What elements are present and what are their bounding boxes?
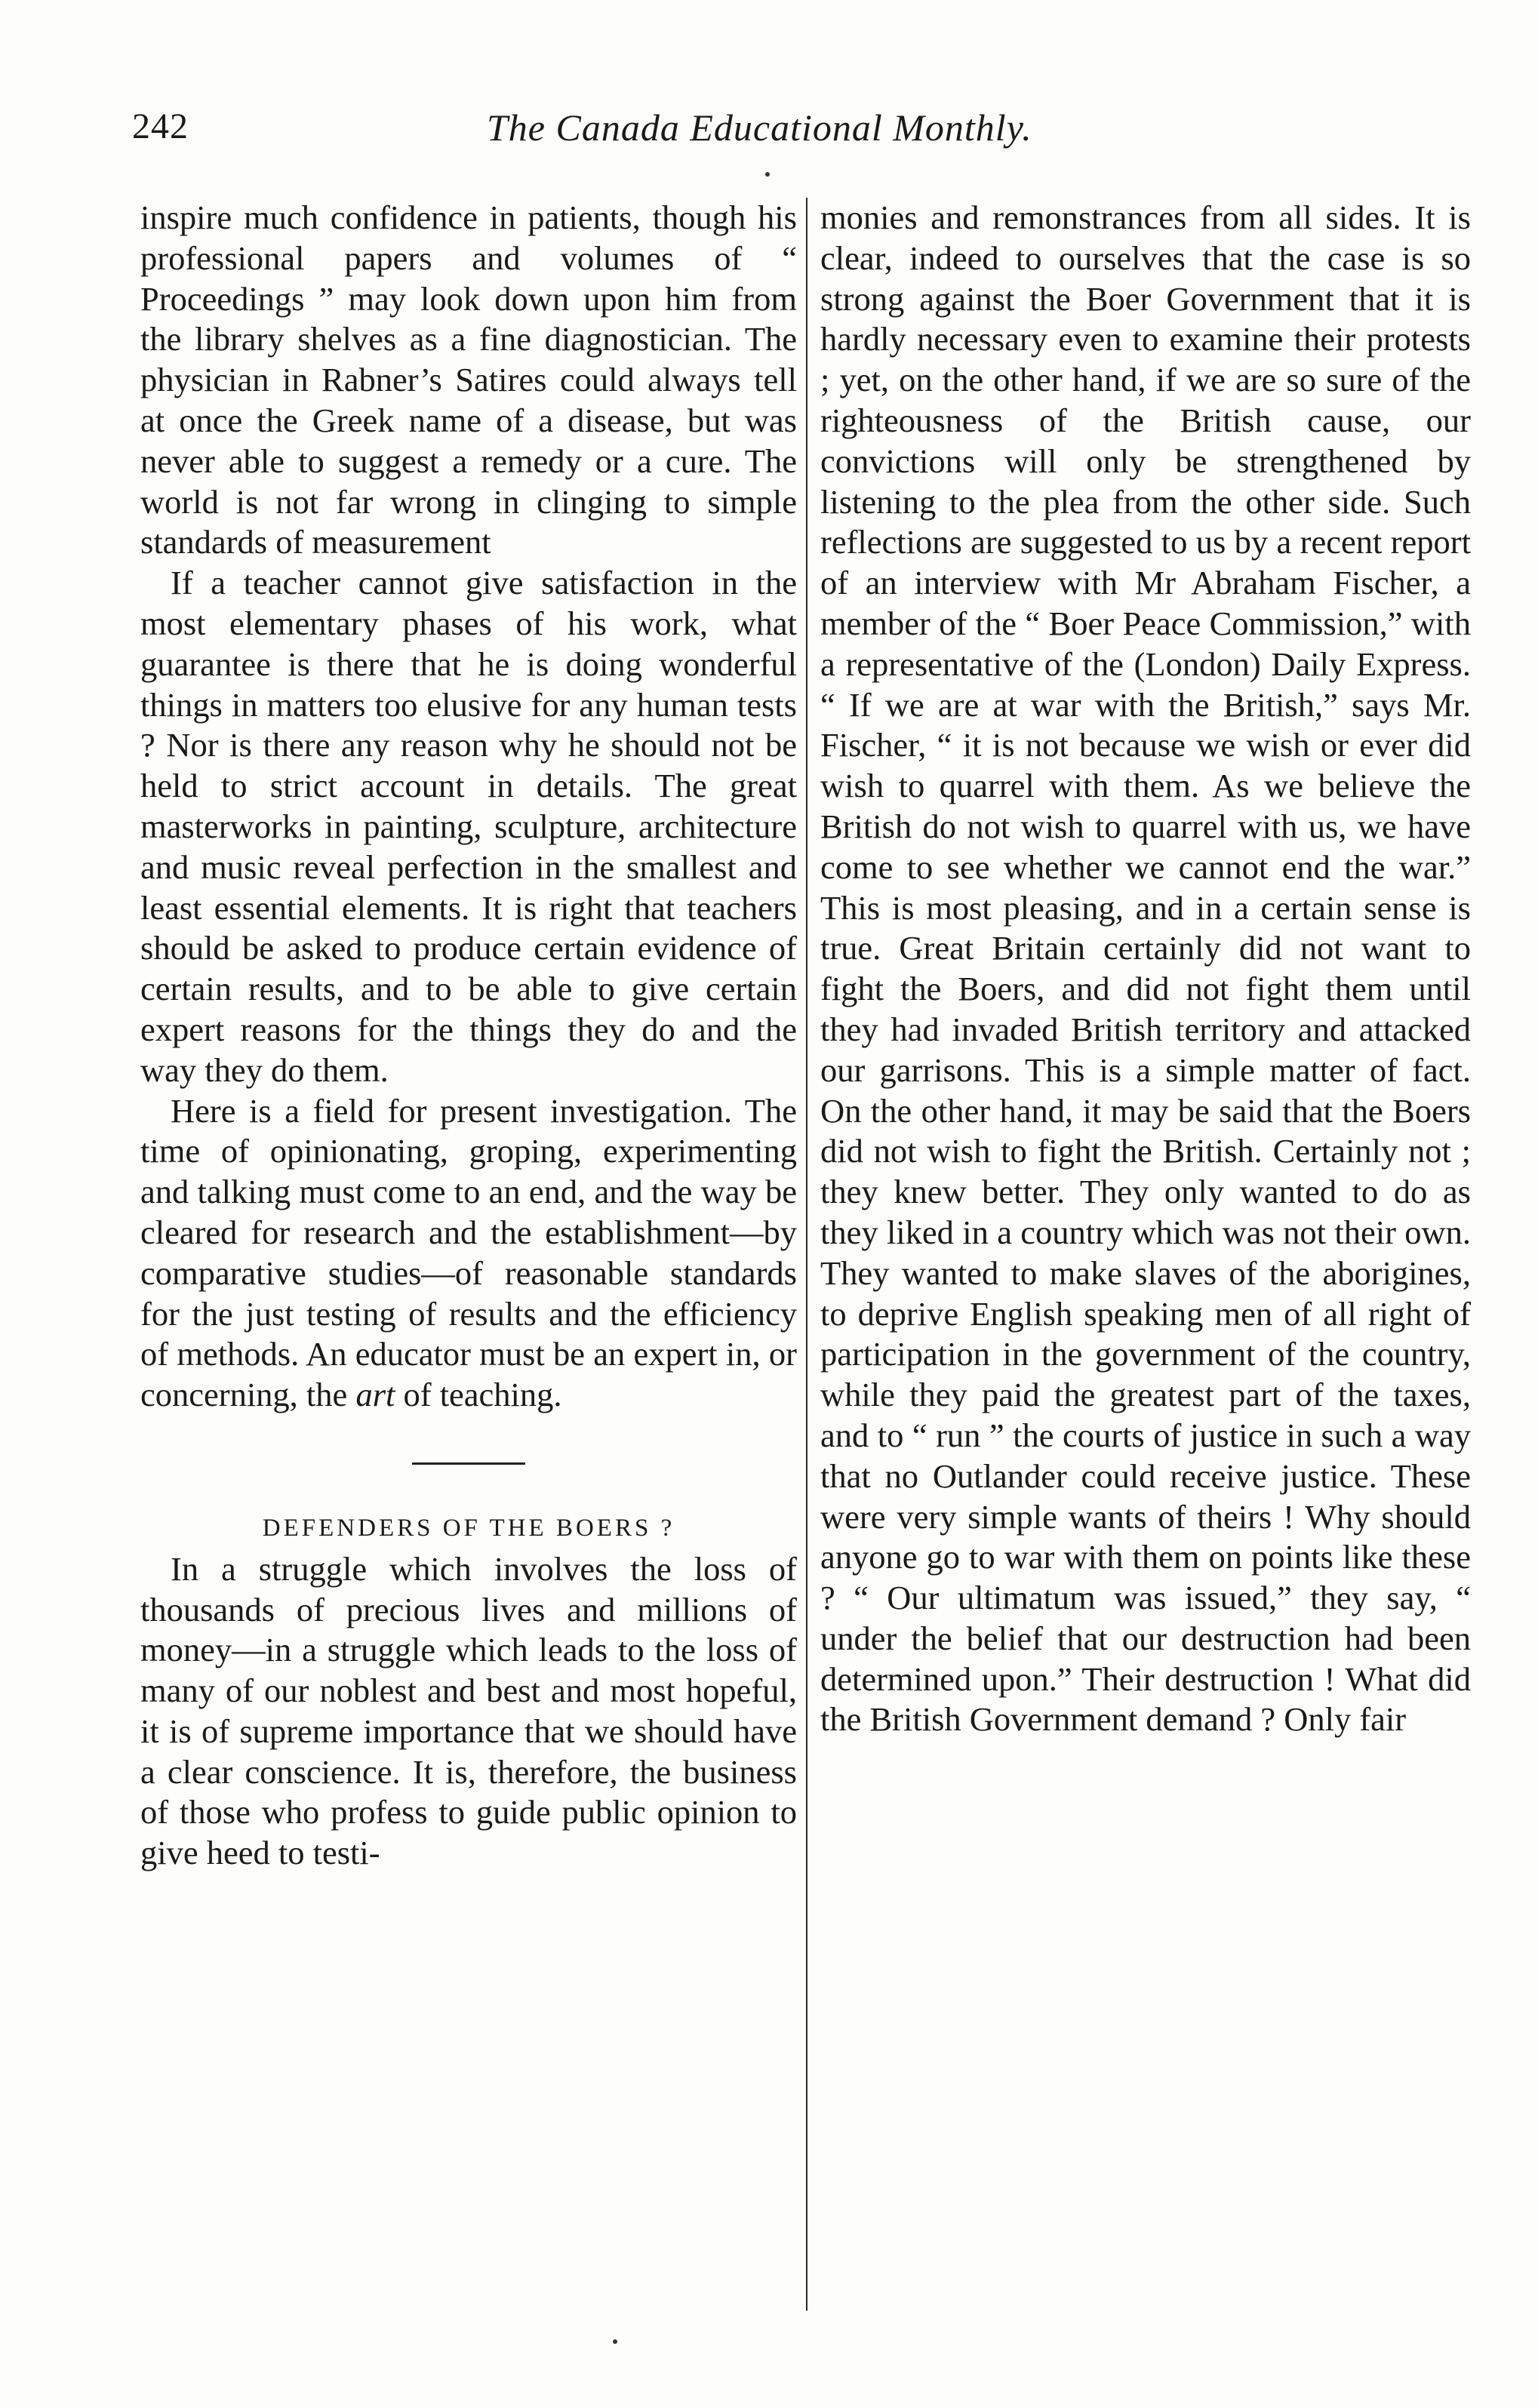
left-paragraph-2: If a teacher cannot give satisfaction in the most elementary phases of his work, what guarantee is there that he is doing wonderful things in matters too elusive for any human tests ? Nor is there any reason why he should not be held to strict account in details. The great masterworks in painting, sculpture, architecture and music reveal perfection in the smallest and least essential elements. It is right that teachers should be asked to produce certain evidence of certain results, and to be able to give certain expert reasons for the things they do and the way they do them. bbox=[140, 564, 797, 1089]
section-heading: DEFENDERS OF THE BOERS ? bbox=[262, 1514, 675, 1542]
left-paragraph-1: inspire much confidence in patients, though his professional papers and volumes of “ Proceedings ” may look down upon him from the library shelves as a fine diagnostician. The physician in Rabner’s Satires could always tell at once the Greek name of a disease, but was never able to suggest a remedy or a cure. The world is not far wrong in clinging to simple standards of measurement bbox=[140, 198, 797, 561]
left-paragraph-3-end: of teaching. bbox=[403, 1376, 562, 1414]
ink-speck bbox=[765, 172, 770, 177]
left-paragraph-3 bbox=[140, 1091, 797, 1416]
ink-speck bbox=[613, 2339, 617, 2344]
column-divider bbox=[806, 198, 807, 2311]
left-paragraph-3-text: Here is a field for present investigation. The time of opinionating, groping, experimenting and talking must come to an end, and the way be cleared for research and the establishment—by comparative studies—of reasonable standards for the just testing of results and the efficiency of methods. An educator must be an expert in, or concerning, the bbox=[140, 1091, 797, 1414]
section-rule bbox=[412, 1462, 525, 1465]
right-column bbox=[820, 198, 1471, 1740]
left-paragraph-4: In a struggle which involves the loss of thousands of precious lives and millions of money—in a struggle which leads to the loss of many of our noblest and best and most hopeful, it is of supreme importance that we should have a clear conscience. It is, therefore, the business of those who profess to guide public opinion to give heed to testi- bbox=[140, 1549, 797, 1872]
left-column bbox=[140, 198, 797, 1874]
running-head: The Canada Educational Monthly. bbox=[487, 106, 1032, 149]
italic-art: art bbox=[355, 1376, 395, 1414]
right-paragraph-1: monies and remonstrances from all sides. It is clear, indeed to ourselves that the case is so strong against the Boer Government that it is hardly necessary even to examine their protests ; yet, on the other hand, if we are so sure of the righteousness of the British cause, our convictions will only be strengthened by listening to the plea from the other side. Such reflections are suggested to us by a recent report of an interview with Mr Abraham Fischer, a member of the “ Boer Peace Commission,” with a representative of the (London) Daily Express. “ If we are at war with the British,” says Mr. Fischer, “ it is not because we wish or ever did wish to quarrel with them. As we believe the British do not wish to quarrel with us, we have come to see whether we cannot end the war.” This is most pleasing, and in a certain sense is true. Great Britain certainly did not want to fight the Boers, and did not fight them until they had invaded British territory and attacked our garrisons. This is a simple matter of fact. On the other hand, it may be said that the Boers did not wish to fight the British. Certainly not ; they knew better. They only wanted to do as they liked in a country which was not their own. They wanted to make slaves of the aborigines, to deprive English speaking men of all right of participation in the government of the country, while they paid the greatest part of the taxes, and to “ run ” the courts of justice in such a way that no Outlander could receive justice. These were very simple wants of theirs ! Why should anyone go to war with them on points like these ? “ Our ultimatum was issued,” they say, “ under the belief that our destruction had been determined upon.” Their destruction ! What did the British Government demand ? Only fair bbox=[820, 198, 1471, 1739]
page-header bbox=[132, 106, 1483, 166]
page-number: 242 bbox=[132, 106, 189, 146]
